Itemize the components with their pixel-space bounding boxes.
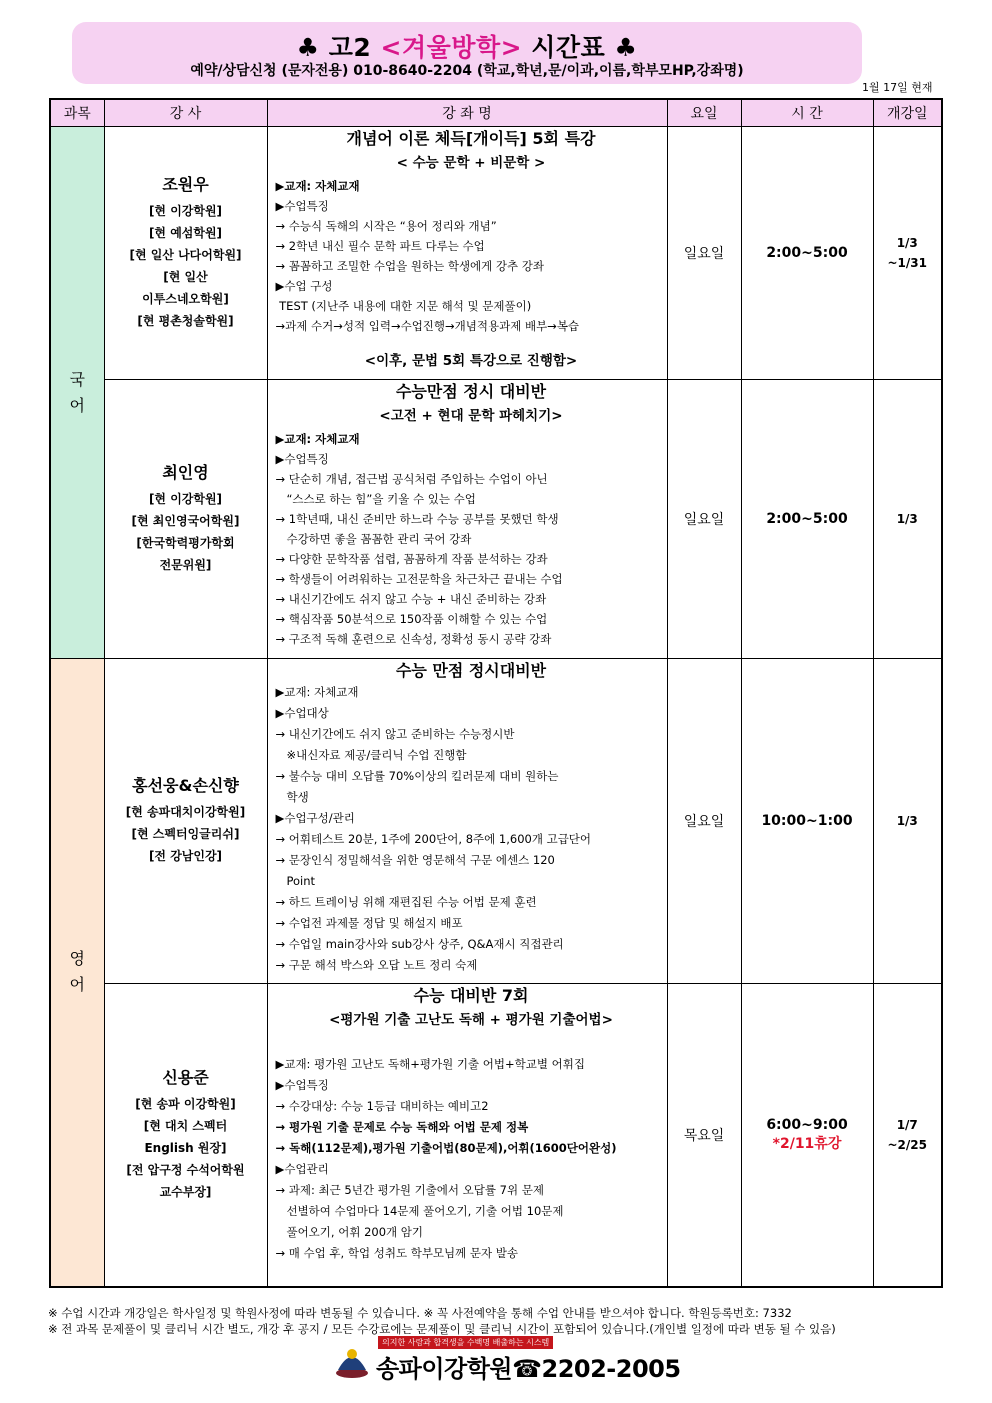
teacher-affiliation: [현 예섬학원] xyxy=(148,226,223,240)
table-row xyxy=(50,380,942,659)
subject-korean-label: 국 어 xyxy=(69,369,85,415)
table-row xyxy=(50,984,942,1287)
course-detail-line: → 수능식 독해의 시작은 “용어 정리와 개념” xyxy=(275,219,497,233)
course-detail-line: ▶수업구성/관리 xyxy=(275,811,355,825)
teacher-affiliation: 이투스네오학원] xyxy=(142,292,229,306)
teacher-name: 홍선웅&손신향 xyxy=(132,776,239,795)
table-row xyxy=(50,127,942,380)
academy-slogan: 의지한 사람과 합격생을 수백명 배출하는 시스템 xyxy=(378,1336,553,1349)
club-icon-left: ♣ xyxy=(296,33,320,62)
day-cell: 일요일 xyxy=(667,127,741,380)
course-cell xyxy=(267,659,667,984)
course-detail-line: ▶교재: 자체교재 xyxy=(275,179,360,193)
class-time: 6:00~9:00 xyxy=(766,1116,848,1133)
time-cell xyxy=(741,984,873,1287)
course-detail-line: → 수업전 과제물 정답 및 해설지 배포 xyxy=(275,916,463,930)
course-note: <이후, 문법 5회 특강으로 진행함> xyxy=(364,353,578,369)
teacher-name: 신용준 xyxy=(162,1067,209,1087)
teacher-cell xyxy=(104,984,267,1287)
course-detail-line: 풀어오기, 어휘 200개 암기 xyxy=(275,1225,424,1239)
course-detail-line: → 문장인식 정밀해석을 위한 영문해석 구문 에센스 120 xyxy=(275,853,555,867)
course-detail-line: 학생 xyxy=(275,790,309,804)
col-day: 요일 xyxy=(667,99,741,127)
course-title: 수능만점 정시 대비반 xyxy=(395,382,547,401)
course-subtitle: < 수능 문학 + 비문학 > xyxy=(396,155,546,171)
teacher-affiliation: [현 이강학원] xyxy=(148,492,223,506)
course-detail-line: ※내신자료 제공/클리닉 수업 진행함 xyxy=(275,748,467,762)
teacher-cell xyxy=(104,659,267,984)
course-cell xyxy=(267,380,667,659)
table-header-row xyxy=(50,99,942,127)
course-cell xyxy=(267,984,667,1287)
course-detail-line: 수강하면 좋을 꼼꼼한 관리 국어 강좌 xyxy=(275,532,472,546)
teacher-affiliation: [현 스펙터잉글리쉬] xyxy=(131,827,240,841)
course-detail-line: ▶수업관리 xyxy=(275,1162,329,1176)
col-open: 개강일 xyxy=(873,99,942,127)
course-title: 수능 대비반 7회 xyxy=(413,986,529,1005)
course-detail-line: → 학생들이 어려워하는 고전문학을 차근차근 끝내는 수업 xyxy=(275,572,563,586)
course-title: 개념어 이론 체득[개이득] 5회 특강 xyxy=(346,129,596,148)
teacher-affiliation: [현 대치 스펙터 xyxy=(143,1118,228,1133)
course-detail-line: →과제 수거→성적 입력→수업진행→개념적용과제 배부→복습 xyxy=(275,319,580,333)
title-timetable: 시간표 xyxy=(531,33,606,62)
course-detail-line: ▶수업특징 xyxy=(275,1078,329,1092)
course-detail-line: ▶교재: 자체교재 xyxy=(275,432,360,446)
teacher-affiliation: English 원장] xyxy=(144,1140,227,1155)
course-detail-line: → 구문 해석 박스와 오답 노트 정리 숙제 xyxy=(275,958,478,972)
subject-korean xyxy=(50,127,104,659)
subject-english xyxy=(50,659,104,1287)
teacher-affiliation: [현 이강학원] xyxy=(148,204,223,218)
teacher-affiliation: 전문위원] xyxy=(159,558,212,572)
academy-logo-icon xyxy=(334,1340,370,1380)
col-time: 시 간 xyxy=(741,99,873,127)
teacher-affiliation: [현 일산 나다어학원] xyxy=(129,248,242,262)
course-detail-line: ▶수업특징 xyxy=(275,452,329,466)
teacher-name: 최인영 xyxy=(162,463,209,482)
class-time-note: *2/11휴강 xyxy=(772,1135,842,1152)
course-detail-line: → 단순히 개념, 접근법 공식처럼 주입하는 수업이 아닌 xyxy=(275,472,548,486)
course-detail-line: → 수강대상: 수능 1등급 대비하는 예비고2 xyxy=(275,1099,489,1113)
course-detail-line: → 매 수업 후, 학업 성취도 학부모님께 문자 발송 xyxy=(275,1246,518,1260)
course-subtitle: <평가원 기출 고난도 독해 + 평가원 기출어법> xyxy=(329,1012,613,1028)
course-detail-line: → 불수능 대비 오답률 70%이상의 킬러문제 대비 원하는 xyxy=(275,769,559,783)
title-grade: 고2 xyxy=(328,33,372,62)
course-detail-line: → 내신기간에도 쉬지 않고 준비하는 수능정시반 xyxy=(275,727,515,741)
course-title: 수능 만점 정시대비반 xyxy=(395,661,547,680)
footer-note-1: ※ 수업 시간과 개강일은 학사일정 및 학원사정에 따라 변동될 수 있습니다. ※ 꼭 사전예약을 통해 수업 안내를 받으셔야 합니다. 학원등록번호: 7332 xyxy=(48,1306,792,1320)
teacher-affiliation: 교수부장] xyxy=(159,1184,212,1199)
course-detail-line: ▶수업특징 xyxy=(275,199,329,213)
course-detail-line: ▶수업대상 xyxy=(275,706,329,720)
course-detail-line: TEST (지난주 내용에 대한 지문 해석 및 문제풀이) xyxy=(275,299,532,313)
teacher-cell xyxy=(104,380,267,659)
course-detail-line: → 다양한 문학작품 섭렵, 꼼꼼하게 작품 분석하는 강좌 xyxy=(275,552,548,566)
course-detail-line: → 꼼꼼하고 조밀한 수업을 원하는 학생에게 강추 강좌 xyxy=(275,259,545,273)
club-icon-right: ♣ xyxy=(614,33,638,62)
academy-phone: ☎2202-2005 xyxy=(512,1355,681,1383)
course-detail-line: Point xyxy=(275,874,316,888)
subject-english-label: 영 어 xyxy=(69,949,85,995)
title-banner xyxy=(72,22,862,84)
academy-logo xyxy=(330,1336,681,1386)
table-row xyxy=(50,659,942,984)
open-date-cell: 1/3 xyxy=(873,380,942,659)
teacher-affiliation: [현 평촌청솔학원] xyxy=(137,314,234,328)
course-detail-line: → 하드 트레이닝 위해 재편집된 수능 어법 문제 훈련 xyxy=(275,895,537,909)
col-subject: 과목 xyxy=(50,99,104,127)
course-detail-line: ▶교재: 자체교재 xyxy=(275,685,359,699)
day-cell: 일요일 xyxy=(667,380,741,659)
open-date-cell: 1/3 ~1/31 xyxy=(873,127,942,380)
teacher-affiliation: [전 압구정 수석어학원 xyxy=(126,1162,245,1177)
class-time: 2:00~5:00 xyxy=(766,511,848,527)
open-date-cell: 1/7 ~2/25 xyxy=(873,984,942,1287)
time-cell xyxy=(741,127,873,380)
course-detail-line: → 수업일 main강사와 sub강사 상주, Q&A재시 직접관리 xyxy=(275,937,564,951)
course-detail-line: → 평가원 기출 문제로 수능 독해와 어법 문제 정복 xyxy=(275,1120,529,1134)
course-detail-line: → 과제: 최근 5년간 평가원 기출에서 오답률 7위 문제 xyxy=(275,1183,544,1197)
footer-note-2: ※ 전 과목 문제풀이 및 클리닉 시간 별도, 개강 후 공지 / 모든 수강료에는 문제풀이 및 클리닉 시간이 포함되어 있습니다.(개인별 일정에 따라 변동 될 수 있음) xyxy=(48,1322,836,1336)
course-detail-line: → 내신기간에도 쉬지 않고 수능 + 내신 준비하는 강좌 xyxy=(275,592,547,606)
course-detail-line: → 2학년 내신 필수 문학 파트 다루는 수업 xyxy=(275,239,485,253)
contact-line: 예약/상담신청 (문자전용) 010-8640-2204 (학교,학년,문/이과,이름,학부모HP,강좌명) xyxy=(190,63,744,79)
course-detail-line: ▶수업 구성 xyxy=(275,279,333,293)
academy-name: 송파이강학원 xyxy=(376,1355,513,1383)
course-detail-line: → 어휘테스트 20분, 1주에 200단어, 8주에 1,600개 고급단어 xyxy=(275,832,592,846)
course-cell xyxy=(267,127,667,380)
time-cell xyxy=(741,659,873,984)
teacher-affiliation: [현 송파대치이강학원] xyxy=(125,805,246,819)
page-title xyxy=(72,28,862,64)
teacher-affiliation: [현 최인영국어학원] xyxy=(131,514,240,528)
course-detail-line xyxy=(276,1033,667,1054)
course-subtitle: <고전 + 현대 문학 파헤치기> xyxy=(379,408,563,424)
course-detail-line: ▶교재: 평가원 고난도 독해+평가원 기출 어법+학교별 어휘집 xyxy=(275,1057,585,1071)
teacher-affiliation: [한국학력평가학회 xyxy=(136,536,235,550)
title-season: <겨울방학> xyxy=(380,33,523,62)
course-detail-line: “스스로 하는 힘”을 키울 수 있는 수업 xyxy=(275,492,476,506)
class-time: 10:00~1:00 xyxy=(761,813,853,829)
academy-name-phone xyxy=(376,1349,681,1384)
course-detail-line: → 독해(112문제),평가원 기출어법(80문제),어휘(1600단어완성) xyxy=(275,1141,617,1155)
as-of-date: 1월 17일 현재 xyxy=(862,81,933,94)
col-teacher: 강 사 xyxy=(104,99,267,127)
timetable xyxy=(49,98,943,1288)
time-cell xyxy=(741,380,873,659)
teacher-cell xyxy=(104,127,267,380)
day-cell: 일요일 xyxy=(667,659,741,984)
day-cell: 목요일 xyxy=(667,984,741,1287)
class-time: 2:00~5:00 xyxy=(766,245,848,261)
col-course: 강 좌 명 xyxy=(267,99,667,127)
teacher-affiliation: [현 일산 xyxy=(163,270,208,284)
course-detail-line: 선별하여 수업마다 14문제 풀어오기, 기출 어법 10문제 xyxy=(275,1204,564,1218)
teacher-name: 조원우 xyxy=(162,175,209,194)
course-detail-line: → 1학년때, 내신 준비만 하느라 수능 공부를 못했던 학생 xyxy=(275,512,559,526)
teacher-affiliation: [전 강남인강] xyxy=(148,849,223,863)
open-date-cell: 1/3 xyxy=(873,659,942,984)
course-detail-line: → 구조적 독해 훈련으로 신속성, 정확성 동시 공략 강좌 xyxy=(275,632,552,646)
course-detail-line: → 핵심작품 50분석으로 150작품 이해할 수 있는 수업 xyxy=(275,612,548,626)
teacher-affiliation: [현 송파 이강학원] xyxy=(135,1096,236,1111)
